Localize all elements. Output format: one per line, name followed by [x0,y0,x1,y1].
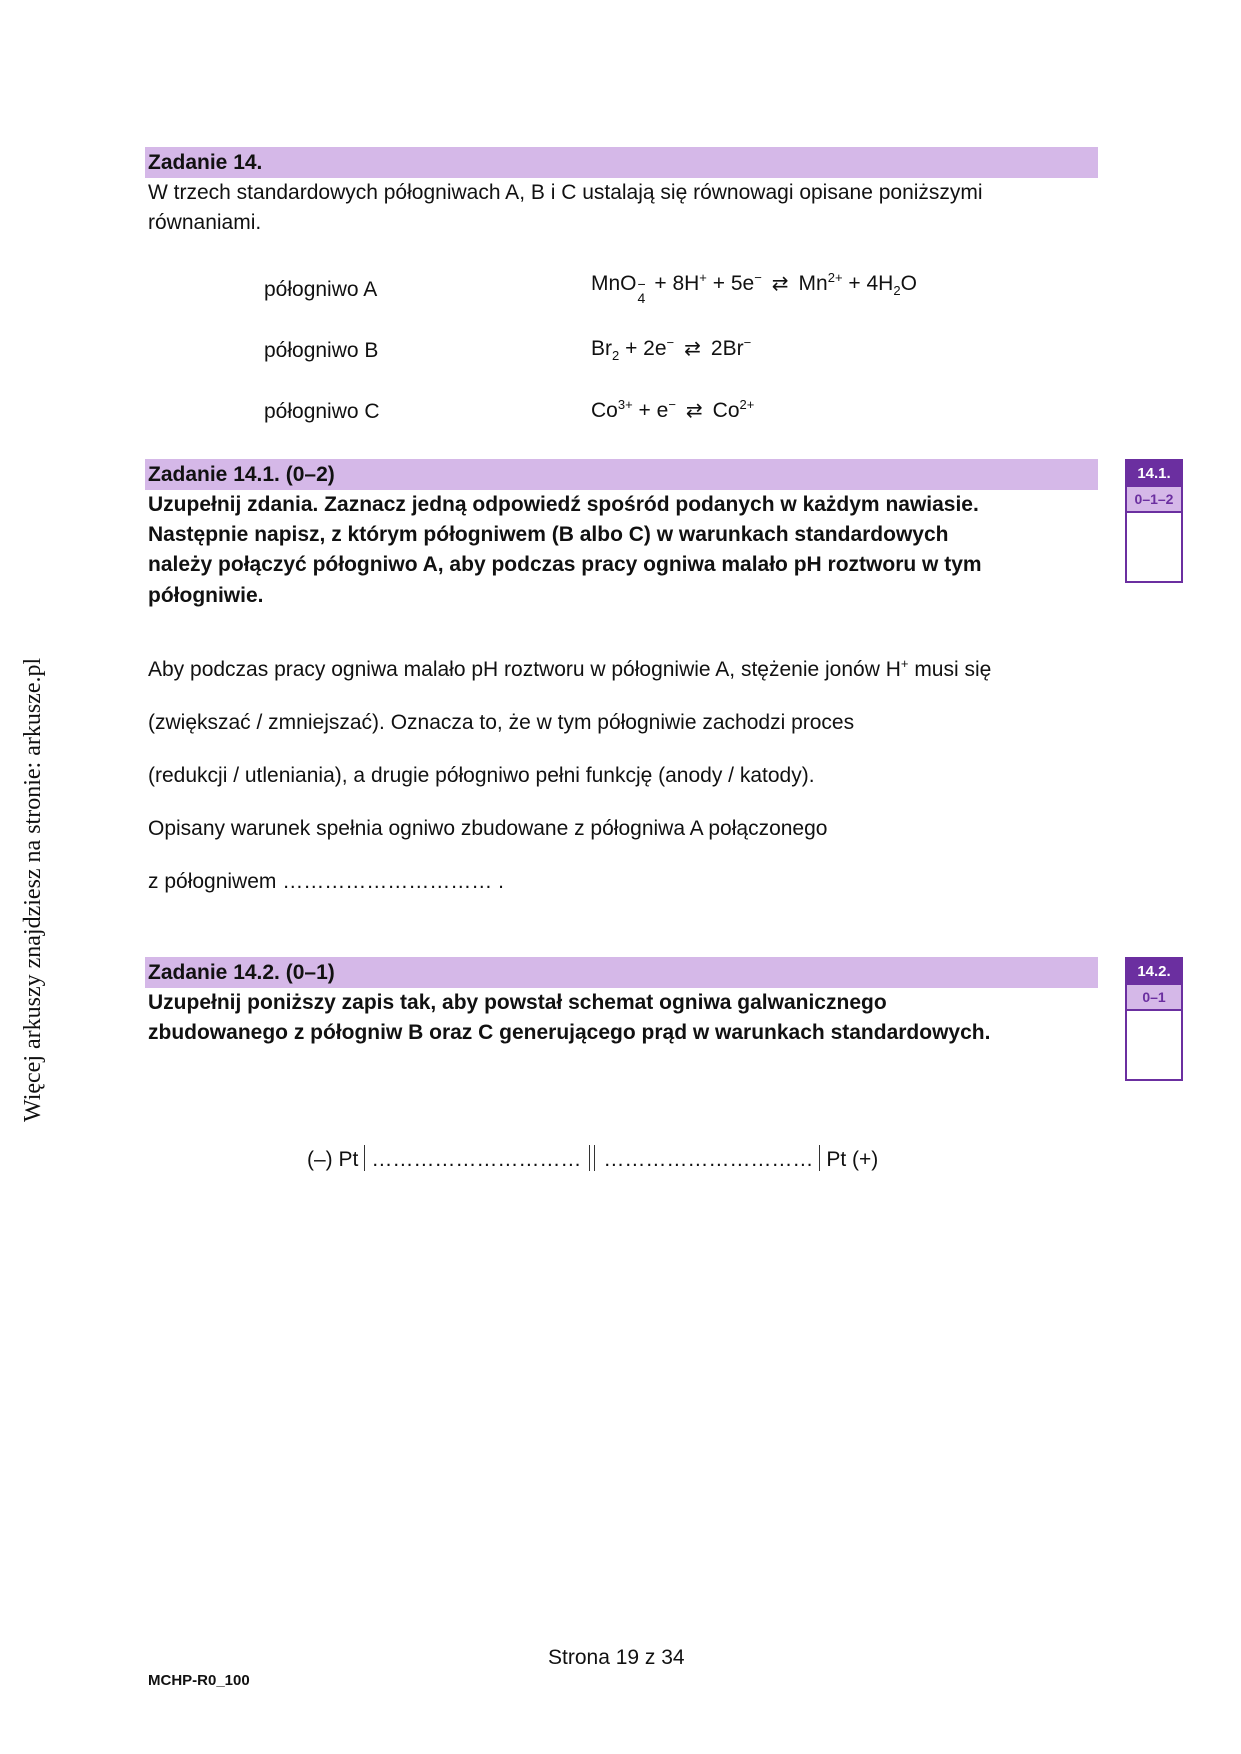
task14-1-instr-line4: półogniwie. [148,584,264,607]
task14-header: Zadanie 14. [145,147,1098,178]
schema-blank-2[interactable]: ………………………… [603,1148,814,1171]
task14-1-score-box [1125,459,1183,583]
equation-a: MnO − 4 + 8H+ + 5e− ⇄ $Mn^{2+} + 4H_2O$ [591,270,917,306]
task14-intro-line1: W trzech standardowych półogniwach A, B i C ustalają się równowagi opisane poniższymi [148,181,983,204]
task14-1-instr-line1: Uzupełnij zdania. Zaznacz jedną odpowiedź spośród podanych w każdym nawiasie. [148,493,979,516]
task14-1-score-label: 14.1. [1127,461,1181,487]
task14-2-instr-line2: zbudowanego z półogniw B oraz C generującego prąd w warunkach standardowych. [148,1021,991,1044]
phase-boundary-line [819,1145,820,1171]
equation-c: $Co^{3+} + e^-$ ⇄ $Co^{2+}$ [591,397,755,422]
task14-2-score-field[interactable] [1127,1011,1181,1073]
schema-left: (–) Pt [307,1148,359,1171]
task14-1-sentence-line2[interactable]: (zwiększać / zmniejszać). Oznacza to, że w tym półogniwie zachodzi proces [148,711,855,734]
task14-1-answer-line[interactable]: z półogniwem ………………………… . [148,870,504,893]
schema-right: Pt (+) [826,1148,879,1171]
task14-2-score-box [1125,957,1183,1081]
task14-2-instr-line1: Uzupełnij poniższy zapis tak, aby powstał schemat ogniwa galwanicznego [148,991,887,1014]
side-watermark-text: Więcej arkuszy znajdziesz na stronie: arkusze.pl [20,657,46,1122]
task14-intro-line2: równaniami. [148,211,262,234]
task14-1-line1-part-b: musi się [908,658,992,681]
task14-1-sentence-line4: Opisany warunek spełnia ogniwo zbudowane z półogniwa A połączonego [148,817,828,840]
task14-1-line1-part-a: Aby podczas pracy ogniwa malało pH roztworu w półogniwie A, stężenie jonów H [148,658,901,681]
half-cell-c-label: półogniwo C [264,400,380,423]
task14-2-score-points: 0–1 [1127,985,1181,1011]
half-cell-a-label: półogniwo A [264,278,378,301]
task14-1-instr-line2: Następnie napisz, z którym półogniwem (B albo C) w warunkach standardowych [148,523,949,546]
task14-1-instr-line3: należy połączyć półogniwo A, aby podczas pracy ogniwa malało pH roztworu w tym [148,553,982,576]
equation-b: $Br_2 + 2e^-$ ⇄ 2Br− [591,335,752,364]
task14-1-sentence-line1: Aby podczas pracy ogniwa malało pH roztworu w półogniwie A, stężenie jonów H+ musi się [148,656,992,681]
page-number: Strona 19 z 34 [548,1646,685,1669]
exam-code: MCHP-R0_100 [148,1672,250,1689]
phase-boundary-line [364,1145,365,1171]
task14-2-score-label: 14.2. [1127,959,1181,985]
schema-blank-1[interactable]: ………………………… [371,1148,582,1171]
task14-1-score-field[interactable] [1127,513,1181,575]
task14-1-score-points: 0–1–2 [1127,487,1181,513]
task14-1-header: Zadanie 14.1. (0–2) [145,459,1098,490]
task14-2-header: Zadanie 14.2. (0–1) [145,957,1098,988]
task14-1-sentence-line3[interactable]: (redukcji / utleniania), a drugie półogniwo pełni funkcję (anody / katody). [148,764,815,787]
half-cell-b-label: półogniwo B [264,339,379,362]
salt-bridge-line [589,1145,595,1171]
cell-schema [307,1145,878,1175]
